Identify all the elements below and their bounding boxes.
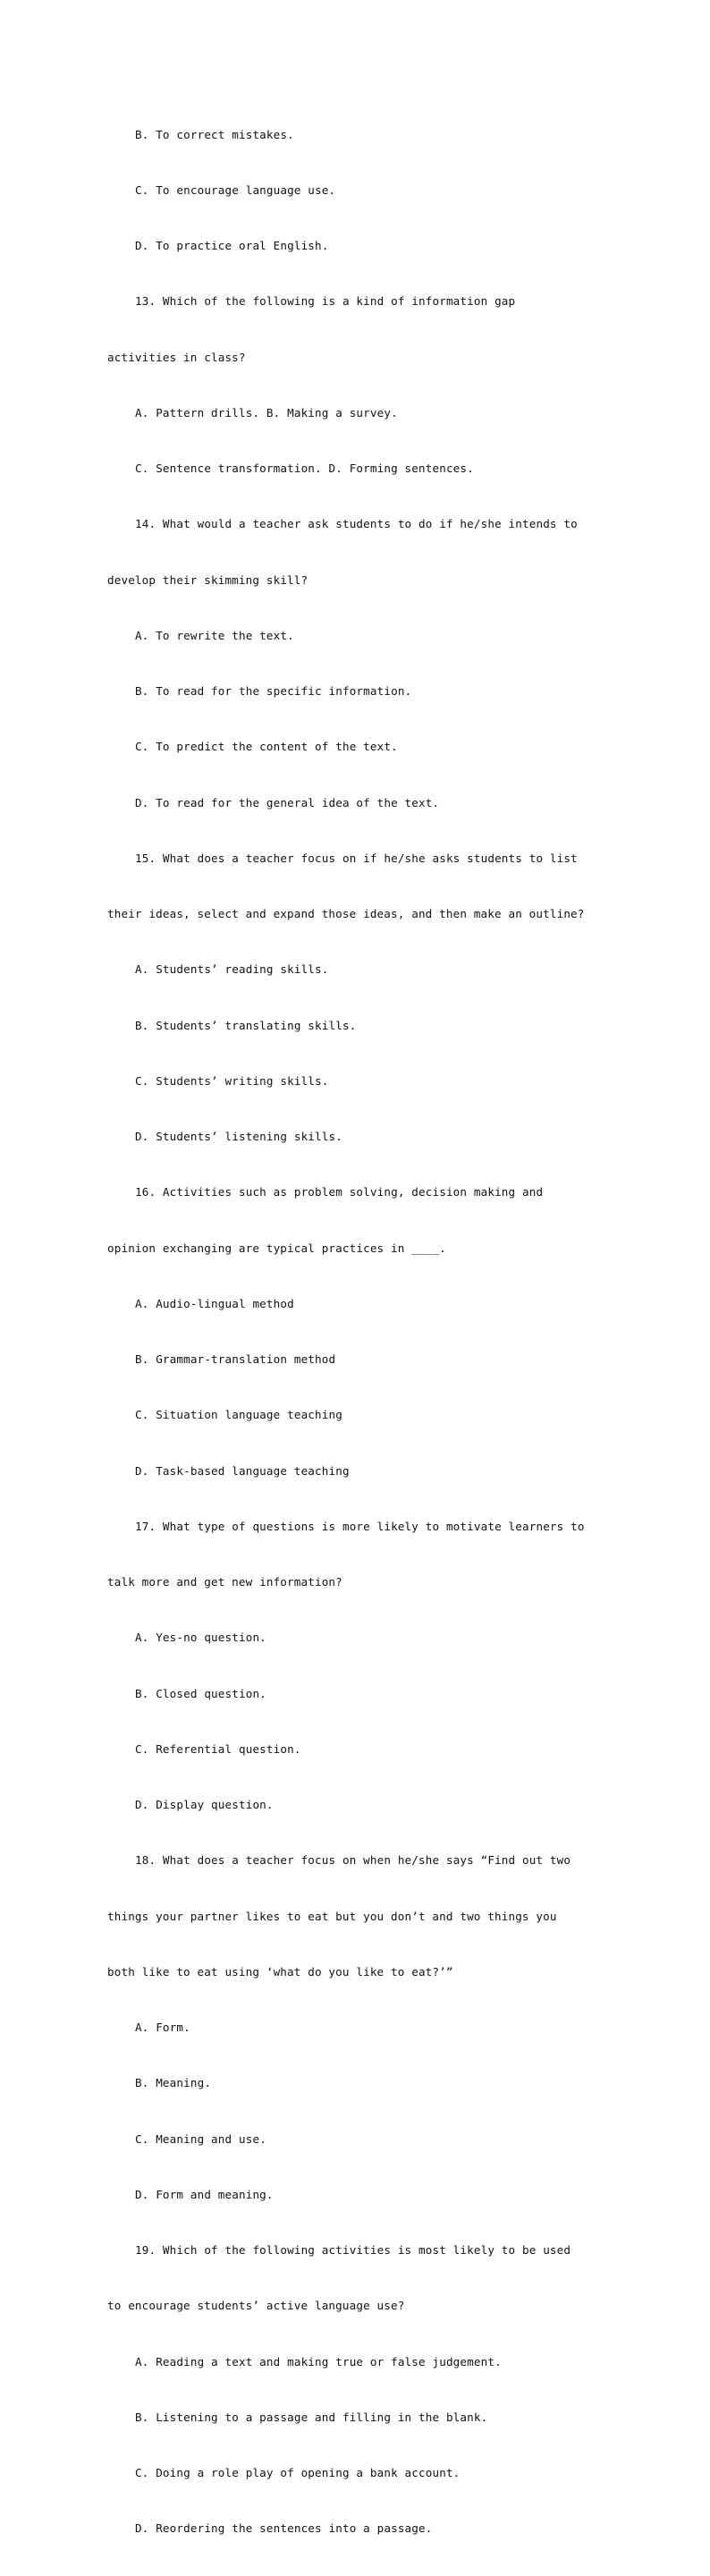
question-19-stem-continuation: to encourage students’ active language use? [107, 2299, 405, 2313]
question-13-stem-continuation: activities in class? [107, 350, 246, 364]
answer-option-line: C. Students’ writing skills. [135, 1073, 329, 1088]
answer-option-line: A. Pattern drills. B. Making a survey. [135, 405, 398, 419]
answer-option-line: B. Listening to a passage and filling in the blank. [135, 2410, 488, 2424]
question-18-stem-continuation: things your partner likes to eat but you don’t and two things you [107, 1909, 557, 1923]
question-15-stem-continuation: their ideas, select and expand those ideas, and then make an outline? [107, 907, 585, 920]
question-14-stem: 14. What would a teacher ask students to do if he/she intends to [135, 517, 578, 531]
question-18-stem-continuation: both like to eat using ‘what do you like to eat?’” [107, 1964, 453, 1979]
answer-option-line: A. Reading a text and making true or false judgement. [135, 2354, 502, 2368]
answer-option-line: A. To rewrite the text. [135, 628, 294, 642]
answer-option-line: B. Students’ translating skills. [135, 1018, 357, 1032]
question-18-stem: 18. What does a teacher focus on when he/she says “Find out two [135, 1853, 571, 1868]
answer-option-line: D. Reordering the sentences into a passage. [135, 2521, 433, 2536]
question-14-stem-continuation: develop their skimming skill? [107, 572, 309, 587]
answer-option-line: B. Closed question. [135, 1686, 266, 1700]
answer-option-line: C. To encourage language use. [135, 182, 336, 197]
question-13-stem: 13. Which of the following is a kind of information gap [135, 294, 516, 309]
answer-option-line: D. Display question. [135, 1798, 274, 1811]
answer-option-line: C. Sentence transformation. D. Forming sentences. [135, 462, 474, 475]
question-17-stem-continuation: talk more and get new information? [107, 1575, 342, 1589]
answer-option-line: C. To predict the content of the text. [135, 740, 398, 754]
answer-option-line: C. Situation language teaching [135, 1408, 342, 1422]
question-16-stem: 16. Activities such as problem solving, decision making and [135, 1185, 544, 1199]
answer-option-line: D. To practice oral English. [135, 239, 329, 252]
question-16-stem-continuation: opinion exchanging are typical practices in ____. [107, 1241, 446, 1255]
answer-option-line: A. Yes-no question. [135, 1631, 266, 1645]
question-19-stem: 19. Which of the following activities is most likely to be used [135, 2243, 571, 2257]
answer-option-line: D. Form and meaning. [135, 2187, 274, 2201]
answer-option-line: D. To read for the general idea of the text. [135, 795, 440, 809]
answer-option-line: B. To correct mistakes. [135, 127, 294, 141]
answer-option-line: D. Students’ listening skills. [135, 1130, 342, 1143]
answer-option-line: A. Audio-lingual method [135, 1296, 294, 1310]
answer-option-line: C. Doing a role play of opening a bank account. [135, 2466, 461, 2479]
answer-option-line: A. Students’ reading skills. [135, 962, 329, 977]
question-text-block [107, 89, 608, 2576]
answer-option-line: B. To read for the specific information. [135, 684, 412, 698]
answer-option-line: B. Grammar-translation method [135, 1352, 336, 1366]
answer-option-line: C. Meaning and use. [135, 2131, 266, 2146]
question-15-stem: 15. What does a teacher focus on if he/she asks students to list [135, 851, 578, 865]
question-17-stem: 17. What type of questions is more likely to motivate learners to [135, 1519, 585, 1533]
answer-option-line: D. Task-based language teaching [135, 1463, 350, 1478]
answer-option-line: A. Form. [135, 2021, 190, 2034]
answer-option-line: C. Referential question. [135, 1741, 301, 1756]
answer-option-line: B. Meaning. [135, 2076, 212, 2090]
